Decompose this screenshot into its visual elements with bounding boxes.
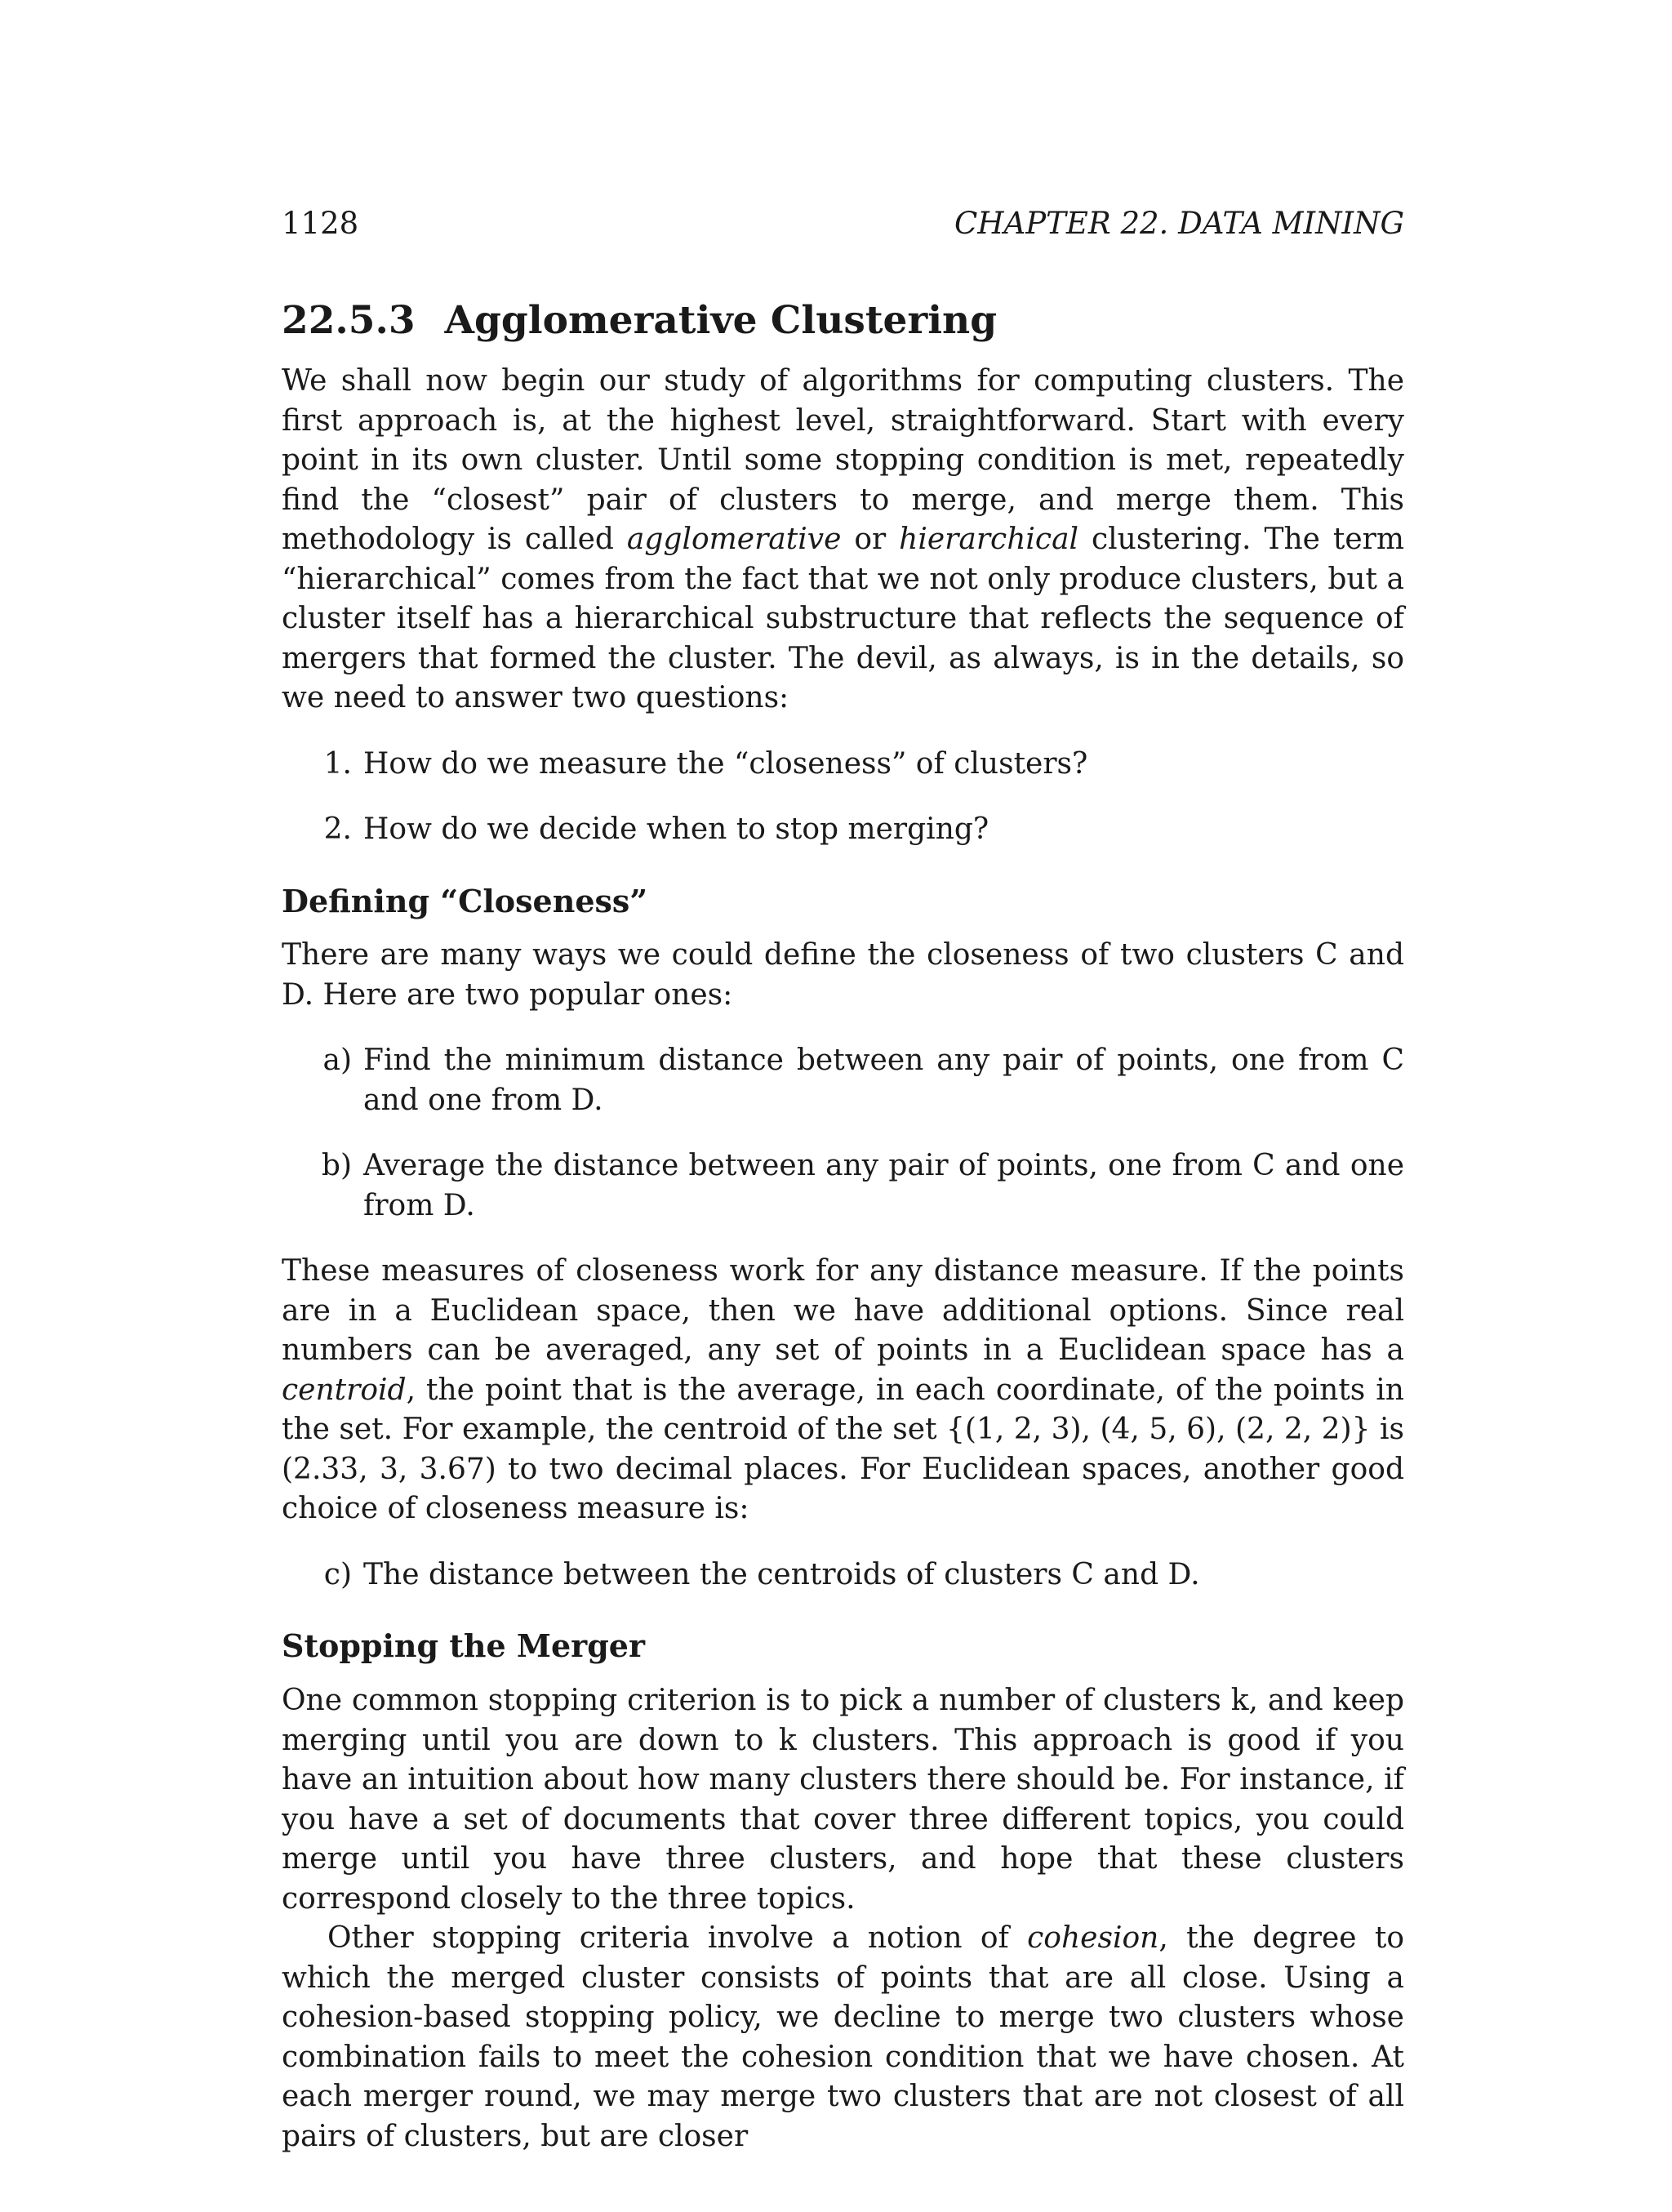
list-marker: b) bbox=[321, 1149, 352, 1183]
section-heading bbox=[282, 298, 1404, 344]
section-title: Agglomerative Clustering bbox=[444, 298, 998, 343]
intro-text-3: clustering. The term “hierarchical” comes from the fact that we not only produce clusters, but a cluster itself has a hierarchical substructure that reflects the sequence of mergers that formed the cluster. The devil, as always, is in the details, so we need to answer two questions: bbox=[282, 523, 1404, 715]
closeness-intro: There are many ways we could define the closeness of two clusters C and D. Here are two popular ones: bbox=[282, 938, 1404, 1012]
list-marker: 1. bbox=[323, 746, 352, 781]
list-text: The distance between the centroids of clusters C and D. bbox=[363, 1557, 1200, 1591]
term-hierarchical: hierarchical bbox=[899, 523, 1079, 557]
list-item bbox=[282, 745, 1404, 785]
term-centroid: centroid bbox=[282, 1373, 407, 1407]
list-item bbox=[282, 810, 1404, 850]
list-marker: a) bbox=[322, 1044, 352, 1078]
cohesion-text-1: Other stopping criteria involve a notion of bbox=[327, 1921, 1028, 1956]
centroid-paragraph bbox=[282, 1252, 1404, 1529]
stopping-paragraph-2 bbox=[282, 1919, 1404, 2156]
section-number: 22.5.3 bbox=[282, 298, 416, 343]
term-cohesion: cohesion bbox=[1027, 1921, 1159, 1956]
page-number: 1128 bbox=[282, 206, 359, 241]
list-text: Average the distance between any pair of points, one from C and one from D. bbox=[363, 1149, 1404, 1222]
centroid-list bbox=[282, 1556, 1404, 1596]
cohesion-text-2: , the degree to which the merged cluster consists of points that are all close. Using a cohesion-based stopping policy, we decline to merge two clusters whose combination fails to meet the cohesion condition that we have chosen. At each merger round, we may merge two clusters that are not closest of all pairs of clusters, but are closer bbox=[282, 1921, 1404, 2153]
list-item bbox=[282, 1556, 1404, 1596]
list-text: Find the minimum distance between any pair of points, one from C and one from D. bbox=[363, 1044, 1404, 1117]
list-item bbox=[282, 1041, 1404, 1120]
list-marker: c) bbox=[323, 1557, 352, 1591]
subheading-closeness: Defining “Closeness” bbox=[282, 882, 648, 919]
chapter-title: CHAPTER 22. DATA MINING bbox=[954, 206, 1404, 241]
intro-text-2: or bbox=[841, 523, 900, 557]
running-head bbox=[282, 208, 1404, 249]
list-item bbox=[282, 1146, 1404, 1226]
subheading-stopping: Stopping the Merger bbox=[282, 1627, 645, 1665]
closeness-list bbox=[282, 1041, 1404, 1226]
list-text: How do we measure the “closeness” of clusters? bbox=[363, 746, 1088, 781]
intro-paragraph bbox=[282, 362, 1404, 719]
list-text: How do we decide when to stop merging? bbox=[363, 812, 989, 847]
stopping-paragraph-1: One common stopping criterion is to pick a number of clusters k, and keep merging until you are down to k clusters. This approach is good if you have an intuition about how many clusters there should be. For instance, if you have a set of documents that cover three different topics, you could merge until you have three clusters, and hope that these clusters correspond closely to the three topics. bbox=[282, 1684, 1404, 1916]
term-agglomerative: agglomerative bbox=[626, 523, 842, 557]
intro-text-1: We shall now begin our study of algorithms for computing clusters. The first approach is, at the highest level, straightforward. Start with every point in its own cluster. Until some stopping condition is met, repeatedly find the “closest” pair of clusters to merge, and merge them. This methodology is called bbox=[282, 364, 1404, 557]
centroid-text-2: , the point that is the average, in each coordinate, of the points in the set. For example, the centroid of the set {(1, 2, 3), (4, 5, 6), (2, 2, 2)} is (2.33, 3, 3.67) to two decimal places. For Euclidean spaces, another good choice of closeness measure is: bbox=[282, 1373, 1404, 1526]
questions-list bbox=[282, 745, 1404, 850]
page bbox=[282, 208, 1404, 2156]
list-marker: 2. bbox=[323, 812, 352, 847]
centroid-text-1: These measures of closeness work for any distance measure. If the points are in a Euclidean space, then we have additional options. Since real numbers can be averaged, any set of points in a Euclidean space has a bbox=[282, 1254, 1404, 1368]
